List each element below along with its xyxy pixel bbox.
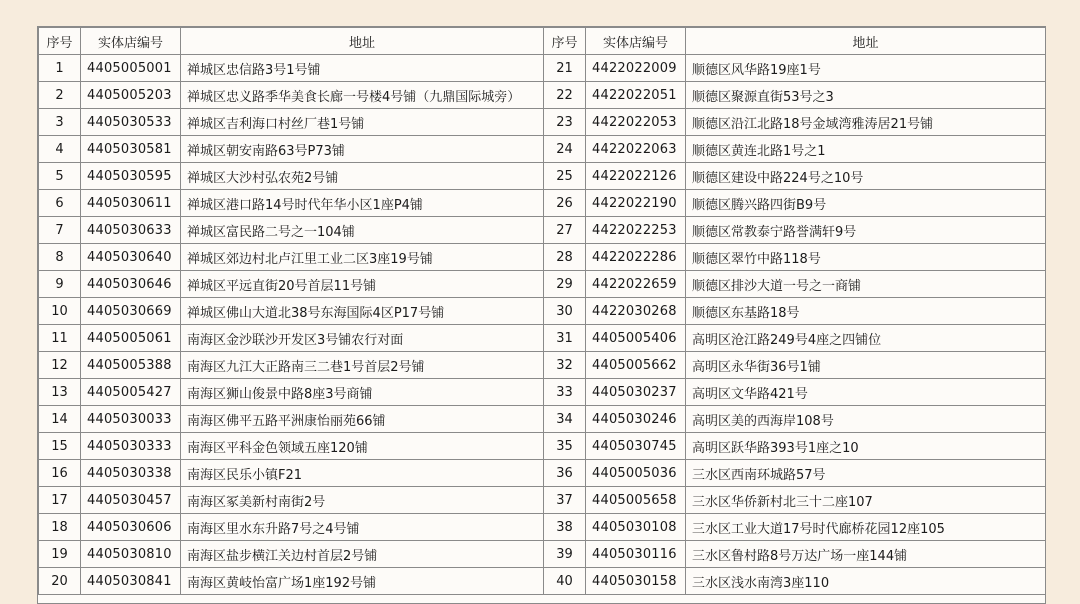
store-code-cell: 4405030108 <box>586 514 686 541</box>
seq-cell: 7 <box>39 217 81 244</box>
seq-cell: 8 <box>39 244 81 271</box>
table-row <box>39 460 1046 487</box>
address-cell: 三水区华侨新村北三十二座107 <box>686 487 1046 514</box>
header-address-right: 地址 <box>686 28 1046 55</box>
address-cell: 高明区跃华路393号1座之10 <box>686 433 1046 460</box>
address-cell: 三水区西南环城路57号 <box>686 460 1046 487</box>
address-cell: 顺德区排沙大道一号之一商铺 <box>686 271 1046 298</box>
table-row <box>39 244 1046 271</box>
store-code-cell: 4405030533 <box>81 109 181 136</box>
seq-cell: 10 <box>39 298 81 325</box>
address-cell: 禅城区平远直街20号首层11号铺 <box>181 271 544 298</box>
address-cell: 南海区九江大正路南三二巷1号首层2号铺 <box>181 352 544 379</box>
store-code-cell: 4422022659 <box>586 271 686 298</box>
address-cell: 顺德区东基路18号 <box>686 298 1046 325</box>
store-code-cell: 4405030640 <box>81 244 181 271</box>
address-cell: 禅城区忠信路3号1号铺 <box>181 55 544 82</box>
store-code-cell: 4422022286 <box>586 244 686 271</box>
address-cell: 南海区盐步横江关边村首层2号铺 <box>181 541 544 568</box>
seq-cell: 15 <box>39 433 81 460</box>
address-cell: 南海区里水东升路7号之4号铺 <box>181 514 544 541</box>
seq-cell: 24 <box>544 136 586 163</box>
address-cell: 顺德区沿江北路18号金域湾雅涛居21号铺 <box>686 109 1046 136</box>
address-cell: 禅城区郊边村北卢江里工业二区3座19号铺 <box>181 244 544 271</box>
seq-cell: 18 <box>39 514 81 541</box>
seq-cell: 21 <box>544 55 586 82</box>
address-cell: 顺德区腾兴路四街B9号 <box>686 190 1046 217</box>
table-row <box>39 514 1046 541</box>
table-row <box>39 352 1046 379</box>
address-cell: 南海区佛平五路平洲康怡丽苑66铺 <box>181 406 544 433</box>
seq-cell: 25 <box>544 163 586 190</box>
store-code-cell: 4405030158 <box>586 568 686 595</box>
store-code-cell: 4422022253 <box>586 217 686 244</box>
address-cell: 高明区沧江路249号4座之四铺位 <box>686 325 1046 352</box>
address-cell: 高明区文华路421号 <box>686 379 1046 406</box>
seq-cell: 40 <box>544 568 586 595</box>
seq-cell: 36 <box>544 460 586 487</box>
table-row <box>39 217 1046 244</box>
store-code-cell: 4422022051 <box>586 82 686 109</box>
table-row <box>39 163 1046 190</box>
seq-cell: 16 <box>39 460 81 487</box>
seq-cell: 9 <box>39 271 81 298</box>
address-cell: 南海区黄岐怡富广场1座192号铺 <box>181 568 544 595</box>
seq-cell: 32 <box>544 352 586 379</box>
seq-cell: 2 <box>39 82 81 109</box>
seq-cell: 27 <box>544 217 586 244</box>
table-row <box>39 433 1046 460</box>
seq-cell: 11 <box>39 325 81 352</box>
address-cell: 三水区工业大道17号时代廊桥花园12座105 <box>686 514 1046 541</box>
seq-cell: 30 <box>544 298 586 325</box>
store-code-cell: 4405030116 <box>586 541 686 568</box>
address-cell: 禅城区吉利海口村丝厂巷1号铺 <box>181 109 544 136</box>
store-code-cell: 4405030606 <box>81 514 181 541</box>
seq-cell: 26 <box>544 190 586 217</box>
address-cell: 禅城区佛山大道北38号东海国际4区P17号铺 <box>181 298 544 325</box>
address-cell: 高明区美的西海岸108号 <box>686 406 1046 433</box>
store-code-cell: 4405030669 <box>81 298 181 325</box>
store-code-cell: 4405005658 <box>586 487 686 514</box>
table-row <box>39 406 1046 433</box>
address-cell: 南海区狮山俊景中路8座3号商铺 <box>181 379 544 406</box>
table-row <box>39 136 1046 163</box>
store-code-cell: 4405005001 <box>81 55 181 82</box>
address-cell: 三水区鲁村路8号万达广场一座144铺 <box>686 541 1046 568</box>
store-code-cell: 4405005388 <box>81 352 181 379</box>
address-cell: 顺德区黄连北路1号之1 <box>686 136 1046 163</box>
header-code-left: 实体店编号 <box>81 28 181 55</box>
address-cell: 禅城区港口路14号时代年华小区1座P4铺 <box>181 190 544 217</box>
seq-cell: 12 <box>39 352 81 379</box>
address-cell: 顺德区常教泰宁路誉满轩9号 <box>686 217 1046 244</box>
seq-cell: 1 <box>39 55 81 82</box>
header-seq-right: 序号 <box>544 28 586 55</box>
store-code-cell: 4405030646 <box>81 271 181 298</box>
address-cell: 南海区金沙联沙开发区3号铺农行对面 <box>181 325 544 352</box>
seq-cell: 19 <box>39 541 81 568</box>
seq-cell: 5 <box>39 163 81 190</box>
store-address-sheet <box>37 26 1046 604</box>
store-code-cell: 4422022190 <box>586 190 686 217</box>
seq-cell: 3 <box>39 109 81 136</box>
store-code-cell: 4405030595 <box>81 163 181 190</box>
store-code-cell: 4405030745 <box>586 433 686 460</box>
table-row <box>39 541 1046 568</box>
seq-cell: 14 <box>39 406 81 433</box>
seq-cell: 28 <box>544 244 586 271</box>
seq-cell: 39 <box>544 541 586 568</box>
address-cell: 顺德区聚源直街53号之3 <box>686 82 1046 109</box>
address-cell: 顺德区风华路19座1号 <box>686 55 1046 82</box>
store-code-cell: 4405030333 <box>81 433 181 460</box>
seq-cell: 38 <box>544 514 586 541</box>
seq-cell: 13 <box>39 379 81 406</box>
seq-cell: 23 <box>544 109 586 136</box>
header-address-left: 地址 <box>181 28 544 55</box>
store-code-cell: 4405030457 <box>81 487 181 514</box>
address-cell: 禅城区富民路二号之一104铺 <box>181 217 544 244</box>
table-body <box>39 55 1046 595</box>
address-cell: 南海区平科金色领域五座120铺 <box>181 433 544 460</box>
seq-cell: 35 <box>544 433 586 460</box>
table-row <box>39 568 1046 595</box>
seq-cell: 22 <box>544 82 586 109</box>
store-code-cell: 4405005203 <box>81 82 181 109</box>
address-cell: 南海区民乐小镇F21 <box>181 460 544 487</box>
seq-cell: 4 <box>39 136 81 163</box>
store-code-cell: 4405030237 <box>586 379 686 406</box>
store-code-cell: 4405005036 <box>586 460 686 487</box>
table-row <box>39 487 1046 514</box>
seq-cell: 34 <box>544 406 586 433</box>
table-row <box>39 190 1046 217</box>
address-cell: 禅城区朝安南路63号P73铺 <box>181 136 544 163</box>
store-code-cell: 4405030581 <box>81 136 181 163</box>
store-code-cell: 4405005061 <box>81 325 181 352</box>
seq-cell: 29 <box>544 271 586 298</box>
seq-cell: 31 <box>544 325 586 352</box>
store-code-cell: 4405005406 <box>586 325 686 352</box>
store-code-cell: 4405030246 <box>586 406 686 433</box>
table-row <box>39 379 1046 406</box>
store-table <box>38 27 1046 595</box>
store-code-cell: 4422022053 <box>586 109 686 136</box>
table-row <box>39 109 1046 136</box>
address-cell: 禅城区忠义路季华美食长廊一号楼4号铺（九鼎国际城旁） <box>181 82 544 109</box>
store-code-cell: 4405030033 <box>81 406 181 433</box>
store-code-cell: 4405005427 <box>81 379 181 406</box>
address-cell: 禅城区大沙村弘农苑2号铺 <box>181 163 544 190</box>
store-code-cell: 4422022126 <box>586 163 686 190</box>
store-code-cell: 4405030338 <box>81 460 181 487</box>
address-cell: 南海区冢美新村南街2号 <box>181 487 544 514</box>
address-cell: 顺德区建设中路224号之10号 <box>686 163 1046 190</box>
address-cell: 高明区永华街36号1铺 <box>686 352 1046 379</box>
store-code-cell: 4405030810 <box>81 541 181 568</box>
seq-cell: 6 <box>39 190 81 217</box>
store-code-cell: 4405030841 <box>81 568 181 595</box>
table-row <box>39 325 1046 352</box>
table-header-row <box>39 28 1046 55</box>
table-row <box>39 82 1046 109</box>
seq-cell: 17 <box>39 487 81 514</box>
store-code-cell: 4405005662 <box>586 352 686 379</box>
table-row <box>39 55 1046 82</box>
seq-cell: 20 <box>39 568 81 595</box>
store-code-cell: 4405030611 <box>81 190 181 217</box>
seq-cell: 37 <box>544 487 586 514</box>
header-code-right: 实体店编号 <box>586 28 686 55</box>
table-row <box>39 298 1046 325</box>
seq-cell: 33 <box>544 379 586 406</box>
address-cell: 顺德区翠竹中路118号 <box>686 244 1046 271</box>
store-code-cell: 4422030268 <box>586 298 686 325</box>
store-code-cell: 4422022063 <box>586 136 686 163</box>
table-row <box>39 271 1046 298</box>
address-cell: 三水区浅水南湾3座110 <box>686 568 1046 595</box>
store-code-cell: 4405030633 <box>81 217 181 244</box>
store-code-cell: 4422022009 <box>586 55 686 82</box>
header-seq-left: 序号 <box>39 28 81 55</box>
